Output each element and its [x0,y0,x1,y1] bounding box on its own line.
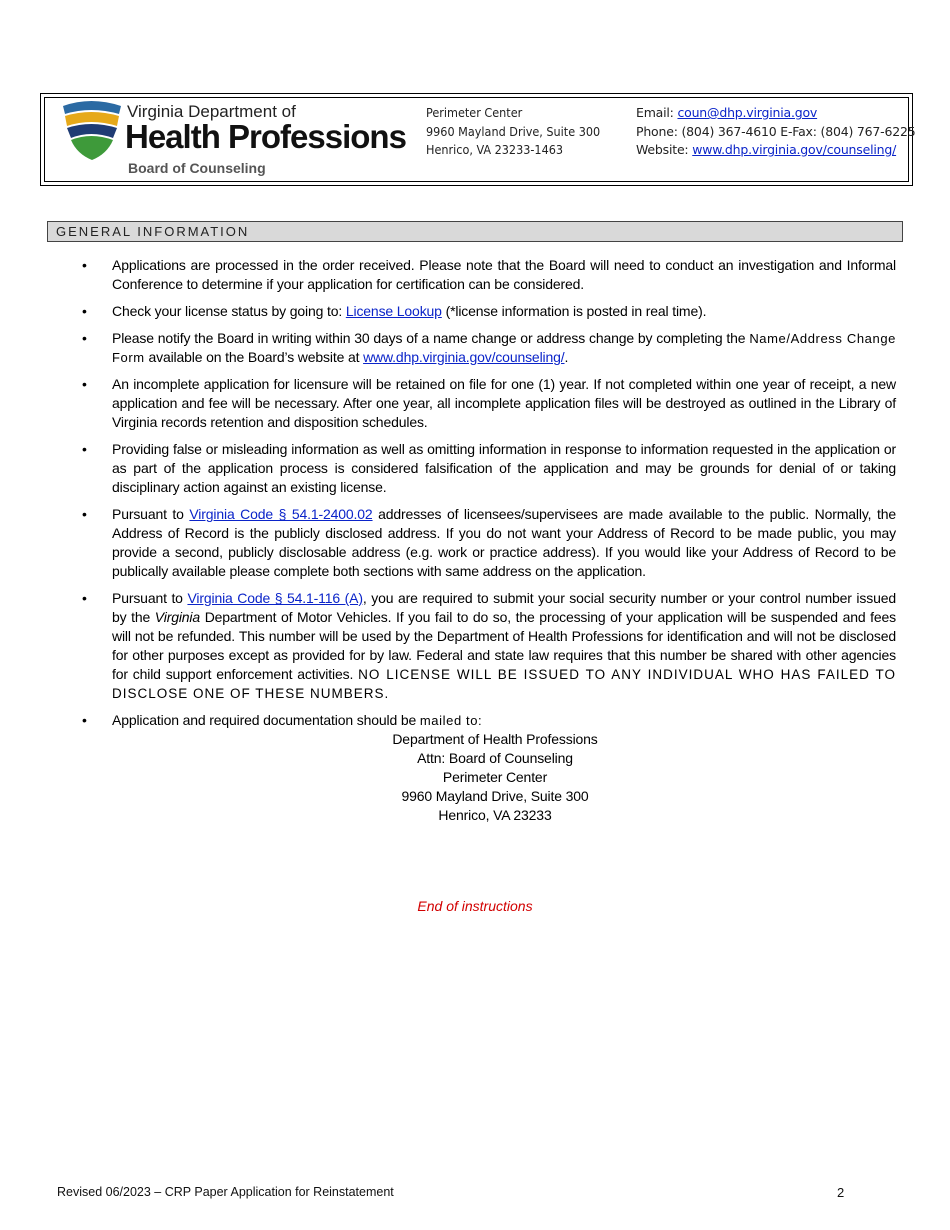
logo-line-board-of-counseling: Board of Counseling [128,160,266,176]
list-item [80,256,896,294]
bullet-text: Please notify the Board in writing within 30 days of a name change or address change by completing the [112,330,750,346]
virginia-code-116-link[interactable]: Virginia Code § 54.1-116 (A) [187,590,363,606]
phone-line: Phone: (804) 367-4610 E-Fax: (804) 767-6225 [636,123,916,139]
website-label: Website: [636,142,693,157]
mailing-address-line: Perimeter Center [442,769,548,785]
address-block [426,104,600,160]
counseling-website-link[interactable]: www.dhp.virginia.gov/counseling/ [363,349,565,365]
license-lookup-link[interactable]: License Lookup [345,303,442,319]
bullet-text: Pursuant to [112,590,188,606]
address-line: 9960 Mayland Drive, Suite 300 [426,123,601,139]
end-of-instructions-note: End of instructions [417,898,533,914]
email-link[interactable]: coun@dhp.virginia.gov [677,105,818,120]
mailing-address-line: Department of Health Professions [392,731,598,747]
bullet-text: available on the Board’s website at [144,349,364,365]
list-item [80,589,896,703]
name-address-change-form-text: Name/Address Change Form [112,331,896,365]
mailing-address-line: Henrico, VA 23233 [438,807,552,823]
bullet-text: An incomplete application for licensure will be retained on file for one (1) year. If not completed within one year of receipt, a new application and fee will be necessary. After one year, all incomplete application files will be destroyed as outlined in the Library of Virginia records retention and disposition schedules. [112,376,896,430]
address-line: Perimeter Center [426,105,523,120]
mailing-address [112,730,896,825]
list-item [80,302,896,321]
virginia-italic-text: Virginia [154,609,201,625]
bullet-text: (*license information is posted in real time). [441,303,707,319]
contact-block [636,104,916,160]
logo-line-health-professions: Health Professions [125,118,406,155]
bullet-text: , you are required to submit your social security number or your control number issued by the [112,590,896,625]
website-link[interactable]: www.dhp.virginia.gov/counseling/ [692,142,897,157]
bullet-text: Pursuant to [112,506,190,522]
list-item [80,505,896,581]
email-label: Email: [636,105,678,120]
virginia-code-2400-link[interactable]: Virginia Code § 54.1-2400.02 [189,506,373,522]
page-number: 2 [837,1185,845,1200]
shield-logo-icon [61,100,123,162]
dhp-logo [61,100,406,180]
mailed-to-text: mailed to: [419,713,483,728]
bullet-text: Application and required documentation should be [112,712,420,728]
list-item [80,329,896,367]
footer-revision-text: Revised 06/2023 – CRP Paper Application for Reinstatement [57,1185,394,1199]
no-license-warning: NO LICENSE WILL BE ISSUED TO ANY INDIVIDUAL WHO HAS FAILED TO DISCLOSE ONE OF THESE NUMBERS. [112,667,896,701]
email-line [636,104,916,123]
mailing-address-line: 9960 Mayland Drive, Suite 300 [401,788,589,804]
logo-line-virginia-department: Virginia Department of [127,102,296,121]
bullet-text: Check your license status by going to: [112,303,346,319]
bullet-text: . [564,349,569,365]
list-item [80,711,896,825]
list-item [80,375,896,432]
website-line [636,141,916,160]
letterhead [40,93,916,186]
bullet-text: Department of Motor Vehicles. If you fail to do so, the processing of your application will be suspended and fees will not be refunded. This number will be used by the Department of Health Professions for identification and will not be disclosed for other purposes except as provided for by law. Federal and state law requires that this number be shared with other agencies for child support enforcement activities. [112,609,896,682]
bullet-text: Providing false or misleading information as well as omitting information in response to information requested in the application or as part of the application process is considered falsification of the application and may be grounds for denial of or taking disciplinary action against an existing license. [112,441,896,495]
bullet-text: Applications are processed in the order received. Please note that the Board will need to conduct an investigation and Informal Conference to determine if your application for certification can be considered. [112,257,896,292]
bullet-text: addresses of licensees/supervisees are made available to the public. Normally, the Address of Record is the publicly disclosed address. If you do not want your Address of Record to be made public, you may provide a second, publicly disclosable address (e.g. work or practice address). If you would like your Address of Record to be publically available please complete both sections with same address on the application. [112,506,896,579]
instructions-list [80,256,896,833]
address-line: Henrico, VA 23233-1463 [426,142,564,157]
list-item [80,440,896,497]
mailing-address-line: Attn: Board of Counseling [417,750,573,766]
section-title-general-information: GENERAL INFORMATION [47,221,903,242]
